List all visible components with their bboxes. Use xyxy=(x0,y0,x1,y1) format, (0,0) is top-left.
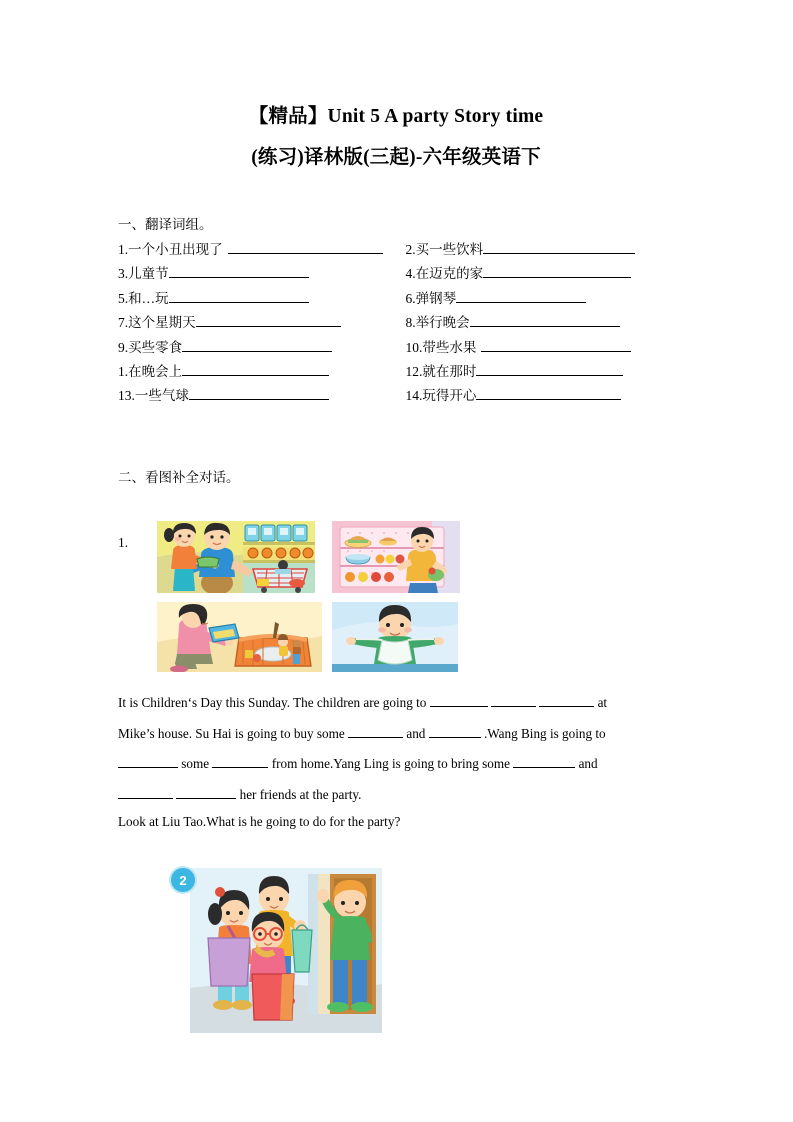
paragraph-text: some xyxy=(181,756,213,771)
fill-in-the-blank-paragraph xyxy=(118,688,673,810)
answer-blank[interactable] xyxy=(470,313,620,327)
vocab-item xyxy=(406,289,694,309)
vocab-item-label: 4.在迈克的家 xyxy=(405,266,484,282)
paragraph-text: It is Children‘s Day this Sunday. The children are going to xyxy=(118,695,430,710)
vocab-item-label: 1.一个小丑出现了 xyxy=(118,242,223,257)
answer-blank[interactable] xyxy=(176,786,236,799)
vocab-row xyxy=(118,338,693,362)
vocab-item-label: 12.就在那时 xyxy=(405,363,477,379)
vocab-item xyxy=(406,386,694,406)
vocab-item xyxy=(118,264,406,284)
answer-blank[interactable] xyxy=(513,755,575,768)
picture-badge-2: 2 xyxy=(171,868,195,892)
vocab-item xyxy=(406,264,694,284)
vocab-item-label: 10.带些水果 xyxy=(405,339,477,355)
answer-blank[interactable] xyxy=(476,386,621,400)
vocab-item xyxy=(406,338,694,358)
answer-blank[interactable] xyxy=(228,240,383,254)
vocab-item xyxy=(118,313,406,333)
title-line-1: 【精品】Unit 5 A party Story time xyxy=(248,106,544,127)
answer-blank[interactable] xyxy=(169,289,309,303)
vocab-item-label: 8.举行晚会 xyxy=(405,315,470,331)
vocab-item xyxy=(118,362,406,382)
answer-blank[interactable] xyxy=(483,264,631,278)
vocab-item xyxy=(406,240,694,260)
answer-blank[interactable] xyxy=(476,362,623,376)
picture-grid xyxy=(157,521,460,672)
paragraph-text: Mike’s house. Su Hai is going to buy some xyxy=(118,725,349,741)
vocab-item-label: 2.买一些饮料 xyxy=(405,242,484,257)
answer-blank[interactable] xyxy=(430,694,488,707)
translation-exercise-list xyxy=(118,240,693,411)
answer-blank[interactable] xyxy=(182,362,329,376)
answer-blank[interactable] xyxy=(481,338,631,352)
paragraph-text: .Wang Bing is going to xyxy=(483,725,606,741)
section-two-heading: 二、看图补全对话。 xyxy=(118,470,240,485)
vocab-item xyxy=(118,289,406,309)
page-title xyxy=(96,96,696,178)
section-one-heading: 一、翻译词组。 xyxy=(118,217,213,232)
paragraph-line xyxy=(118,749,673,780)
vocab-item xyxy=(118,386,406,406)
answer-blank[interactable] xyxy=(212,755,268,768)
question-one-number: 1. xyxy=(118,535,129,550)
answer-blank[interactable] xyxy=(539,694,594,707)
paragraph-line xyxy=(118,780,673,811)
vocab-item-label: 9.买些零食 xyxy=(118,339,183,355)
vocab-row xyxy=(118,289,693,313)
paragraph-text: from home.Yang Ling is going to bring some xyxy=(271,756,514,771)
closing-question-line: Look at Liu Tao.What is he going to do for the party? xyxy=(118,814,401,829)
vocab-item xyxy=(406,313,694,333)
paragraph-text: and xyxy=(406,725,429,741)
vocab-item xyxy=(406,362,694,382)
answer-blank[interactable] xyxy=(182,338,332,352)
vocab-row xyxy=(118,386,693,410)
vocab-row xyxy=(118,240,693,264)
paragraph-line xyxy=(118,719,673,750)
paragraph-text: and xyxy=(578,756,598,771)
answer-blank[interactable] xyxy=(169,264,309,278)
paragraph-text: her friends at the party. xyxy=(239,786,362,802)
vocab-item-label: 1.在晚会上 xyxy=(118,363,183,379)
picture-panel-fridge xyxy=(332,521,460,593)
answer-blank[interactable] xyxy=(189,386,329,400)
vocab-row xyxy=(118,264,693,288)
answer-blank[interactable] xyxy=(429,725,481,738)
vocab-row xyxy=(118,362,693,386)
answer-blank[interactable] xyxy=(491,694,536,707)
title-line-2: (练习)译林版(三起)-六年级英语下 xyxy=(251,147,541,168)
vocab-item-label: 13.一些气球 xyxy=(118,388,189,404)
vocab-item-label: 7.这个星期天 xyxy=(118,315,196,331)
picture-panel-packing xyxy=(157,602,322,672)
answer-blank[interactable] xyxy=(456,289,586,303)
answer-blank[interactable] xyxy=(483,240,635,254)
picture-panel-doorway xyxy=(190,868,382,1033)
answer-blank[interactable] xyxy=(118,755,178,768)
vocab-item-label: 5.和…玩 xyxy=(118,290,169,306)
vocab-item-label: 6.弹钢琴 xyxy=(405,290,457,306)
picture-panel-supermarket xyxy=(157,521,315,593)
vocab-item xyxy=(118,338,406,358)
picture-panel-boy-apron xyxy=(332,602,458,672)
paragraph-line xyxy=(118,688,673,719)
vocab-item-label: 14.玩得开心 xyxy=(405,388,477,404)
paragraph-text: at xyxy=(597,695,608,710)
vocab-row xyxy=(118,313,693,337)
answer-blank[interactable] xyxy=(196,313,341,327)
answer-blank[interactable] xyxy=(118,786,173,799)
vocab-item-label: 3.儿童节 xyxy=(118,266,169,282)
vocab-item xyxy=(118,240,406,260)
answer-blank[interactable] xyxy=(348,725,403,738)
